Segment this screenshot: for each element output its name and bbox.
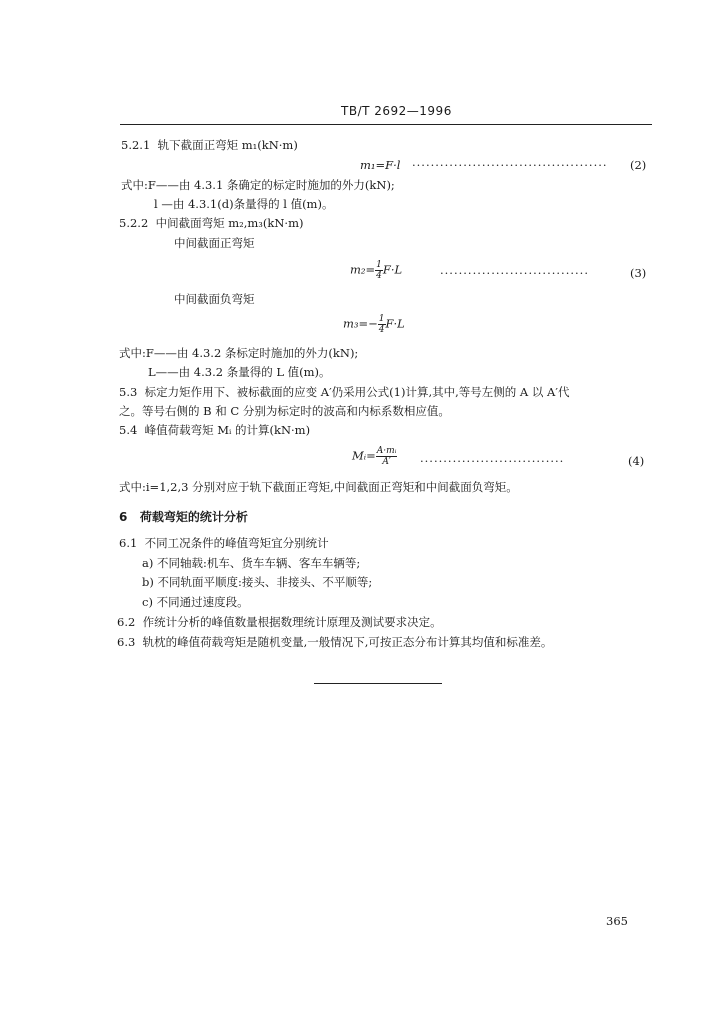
section-5-3-line2: 之。等号右侧的 B 和 C 分别为标定时的波高和内标系数相应值。 (119, 404, 450, 418)
section-number: 6.3 (117, 635, 136, 649)
formula-rhs: F·L (385, 316, 405, 331)
paragraph-text: 不同工况条件的峰值弯矩宜分别统计 (144, 536, 329, 550)
formula-lhs: m₂= (350, 262, 376, 277)
section-title: 荷载弯矩的统计分析 (139, 510, 248, 524)
section-title: 峰值荷载弯矩 Mᵢ 的计算(kN·m) (144, 423, 311, 437)
subheading-negative: 中间截面负弯矩 (174, 292, 255, 306)
subheading-positive: 中间截面正弯矩 (174, 236, 255, 250)
fraction-denominator: A′ (382, 457, 391, 467)
fraction (376, 446, 398, 467)
fraction (378, 314, 386, 335)
section-5-2-1-heading (121, 138, 298, 153)
paragraph-text: 标定力矩作用下、被标截面的应变 A′仍采用公式(1)计算,其中,等号左侧的 A 以 A′代 (144, 385, 570, 399)
equation-number: (3) (630, 266, 647, 280)
standard-number: TB/T 2692—1996 (341, 104, 452, 118)
formula-negative-moment (343, 314, 405, 335)
section-6-3 (117, 635, 552, 650)
section-number: 6 (119, 510, 128, 524)
formula-lhs: Mᵢ= (352, 448, 376, 463)
fraction-denominator: 4 (378, 325, 385, 335)
where-F-line: 式中:F——由 4.3.2 条标定时施加的外力(kN); (119, 346, 359, 360)
where-l-line: l —由 4.3.1(d)条量得的 l 值(m)。 (154, 197, 334, 211)
formula-2: m₁=F·l (360, 158, 401, 172)
page-number: 365 (606, 914, 628, 928)
section-number: 6.1 (119, 536, 138, 550)
formula-4 (352, 446, 397, 467)
paragraph-text: 轨枕的峰值荷载弯矩是随机变量,一般情况下,可按正态分布计算其均值和标准差。 (142, 635, 553, 649)
fraction-numerator: 1 (376, 260, 382, 270)
list-item: a) 不同轴载:机车、货车车辆、客车车辆等; (142, 556, 361, 570)
section-6-heading (119, 508, 248, 525)
formula-rhs: F·L (382, 262, 403, 277)
where-L-line: L——由 4.3.2 条量得的 L 值(m)。 (148, 365, 331, 379)
fraction-denominator: 4 (376, 271, 382, 281)
list-item: c) 不同通过速度段。 (142, 595, 249, 609)
leader-dots: ······························· (420, 454, 565, 468)
section-title: 轨下截面正弯矩 m₁(kN·m) (157, 138, 298, 152)
end-of-section-rule (314, 683, 442, 684)
section-number: 5.2.2 (119, 216, 149, 230)
section-5-3-line1 (119, 385, 569, 400)
section-5-4-heading (119, 423, 310, 438)
section-number: 6.2 (117, 615, 136, 629)
section-number: 5.4 (119, 423, 138, 437)
header-rule (120, 124, 652, 125)
section-6-1 (119, 536, 329, 551)
equation-number: (4) (628, 454, 645, 468)
fraction (375, 260, 383, 281)
section-6-2 (117, 615, 442, 630)
leader-dots: ································ (440, 266, 589, 280)
section-title: 中间截面弯矩 m₂,m₃(kN·m) (155, 216, 304, 230)
section-5-2-2-heading (119, 216, 303, 231)
leader-dots: ·········································· (412, 158, 608, 172)
fraction-numerator: 1 (378, 314, 385, 324)
section-number: 5.2.1 (121, 138, 151, 152)
formula-lhs: m₃=− (343, 316, 378, 331)
paragraph-text: 作统计分析的峰值数量根据数理统计原理及测试要求决定。 (142, 615, 442, 629)
where-i-line: 式中:i=1,2,3 分别对应于轨下截面正弯矩,中间截面正弯矩和中间截面负弯矩。 (119, 480, 518, 494)
section-number: 5.3 (119, 385, 138, 399)
equation-number: (2) (630, 158, 647, 172)
formula-3 (350, 260, 402, 281)
fraction-numerator: A·mᵢ (376, 446, 397, 456)
where-F-line: 式中:F——由 4.3.1 条确定的标定时施加的外力(kN); (121, 178, 395, 192)
list-item: b) 不同轨面平顺度:接头、非接头、不平顺等; (142, 575, 373, 589)
